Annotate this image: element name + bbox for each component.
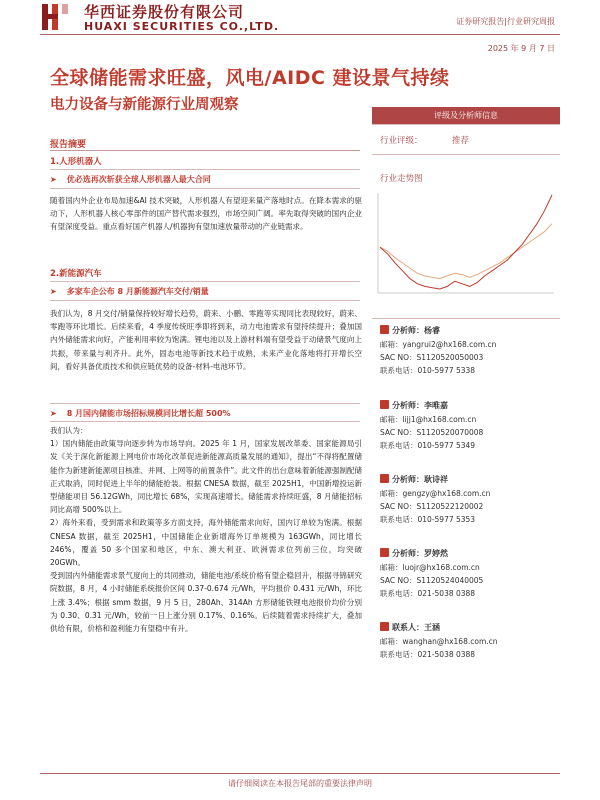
analyst-phone: 联系电话：010-5977 5338	[380, 366, 476, 375]
trend-chart-title: 行业走势图	[380, 174, 423, 184]
sub-head-divider	[50, 281, 360, 282]
analyst-email: 邮箱：gengzy@hx168.com.cn	[380, 489, 491, 498]
analyst-phone: 联系电话：010-5977 5353	[380, 515, 476, 524]
analyst-icon	[380, 622, 389, 631]
analyst-icon	[380, 474, 389, 483]
right-divider	[372, 154, 560, 155]
header-divider	[40, 34, 560, 35]
ev-paragraph: 我们认为，8 月交付/销量保持较好增长趋势，蔚来、小鹏、零跑等实现同比表现较好，蔚来、零跑等环比增长。后续来看，4 季度传统旺季即将到来，动力电池需求有望持续提升；叠加国内外储能需求向好，产能利用率较为饱满。锂电池以及上游材料端有望受益于动储景气度向上共振，带来量与利齐升。此外，固态电池等新技术趋于成熟，未来产业化落地将打开增长空间，看好具备优质技术和供应链优势的设备-材料-电池环节。	[50, 309, 362, 371]
analyst-icon	[380, 325, 389, 334]
sub-heading-text: 8 月国内储能市场招标规模同比增长超 500%	[66, 409, 231, 418]
analyst-name	[380, 474, 448, 485]
summary-divider	[50, 150, 360, 151]
arrow-icon: ➤	[50, 409, 57, 418]
storage-paragraph: 我们认为： 1）国内储能由政策导向逐步转为市场导向。2025 年 1 月，国家发展改革委、国家能源局引发《关于深化新能源上网电价市场化改革促进新能源高质量发展的通知》，提出“不得将配置储能作为新建新能源项目核准、并网、上网等的前置条件”。此文件的出台意味着新能源强制配储正式取消，同时促进上半年的储能抢装。根据 CNESA 数据，截至 2025H1，中国新增投运新型储能项目 56.12GWh，同比增长 68%，实现高速增长。储能需求持续旺盛，8 月储能招标同比高增 500%以上。 2）海外来看，受到需求和政策等多方面支持，海外储能需求向好，国内订单较为饱满。根据 CNESA 数据，截至 2025H1，中国储能企业新增海外订单规模为 163GWh，同比增长 246%，覆盖 50 多个国家和地区，中东、澳大利亚、欧洲需求位列前三位，均突破 20GWh。 受到国内外储能需求景气度向上的共同推动，储能电池/系统价格有望企稳回升，根据寻锦研究院数据，8 月，4 小时储能系统报价区间 0.37-0.674 元/Wh，平均报价 0.431 元/Wh，环比上涨 3.4%；根据 smm 数据，9 月 5 日，280Ah、314Ah 方形储能铁锂电池报价均价分别为 0.30、0.31 元/Wh，较前一日上涨分别 0.17%、0.16%。后续随着需求持续扩大，叠加供给有限，价格和盈利能力有望稳中有升。	[50, 426, 362, 634]
analyst-name	[380, 548, 448, 559]
analyst-sac: SAC NO：S1120522120002	[380, 502, 484, 511]
section-title-ev: 2.新能源汽车	[50, 269, 102, 279]
section-title-robot: 1.人形机器人	[50, 157, 102, 167]
analyst-name	[380, 325, 440, 336]
arrow-icon: ➤	[50, 287, 57, 296]
industry-trend-chart	[372, 185, 560, 305]
footer-disclaimer: 请仔细阅读在本报告尾部的重要法律声明	[228, 779, 372, 788]
sub-heading-robot	[50, 174, 211, 185]
summary-title: 报告摘要	[50, 140, 87, 150]
analyst-name-text: 分析师：罗婷然	[392, 549, 448, 558]
right-divider	[372, 318, 560, 319]
analyst-info-tab: 评级及分析师信息	[372, 107, 560, 124]
analyst-name-text: 分析师：李唯嘉	[392, 401, 448, 410]
right-divider	[372, 124, 560, 125]
sub-heading-text: 多家车企公布 8 月新能源汽车交付/销量	[66, 287, 209, 296]
analyst-name	[380, 400, 448, 411]
company-name-cn: 华西证券股份有限公司	[84, 3, 245, 21]
analyst-name-text: 分析师：耿诗祥	[392, 475, 448, 484]
sub-heading-text: 优必选再次斩获全球人形机器人最大合同	[66, 175, 211, 184]
analyst-sac: SAC NO：S1120524040005	[380, 576, 484, 585]
rating-value: 推荐	[452, 136, 470, 146]
company-name-en: HUAXI SECURITIES CO.,LTD.	[84, 20, 280, 33]
trend-series-line-1	[380, 195, 552, 289]
analyst-name-text: 分析师：杨睿	[392, 326, 440, 335]
footer-divider	[40, 773, 560, 774]
sub-head-divider	[50, 169, 360, 170]
report-type: 证券研究报告|行业研究周报	[456, 17, 555, 26]
analyst-icon	[380, 548, 389, 557]
sub-head-divider	[50, 300, 360, 301]
analyst-email: 邮箱：luojr@hx168.com.cn	[380, 563, 480, 572]
analyst-name-text: 联系人：王涵	[392, 623, 440, 632]
analyst-sac: SAC NO：S1120520050003	[380, 353, 484, 362]
trend-series-line-0	[380, 224, 552, 279]
rating-label: 行业评级：	[380, 136, 423, 146]
analyst-phone: 联系电话：010-5977 5349	[380, 441, 476, 450]
sub-head-divider	[50, 403, 360, 404]
analyst-phone: 联系电话：021-5038 0388	[380, 650, 476, 659]
report-title: 全球储能需求旺盛，风电/AIDC 建设景气持续	[50, 67, 450, 89]
analyst-phone: 联系电话：021-5038 0388	[380, 589, 476, 598]
sub-heading-storage	[50, 408, 231, 419]
robot-paragraph: 随着国内外企业布局加速&AI 技术突破，人形机器人有望迎来量产落地时点。在降本需求的驱动下，人形机器人核心零部件的国产替代需求强烈，市场空间广阔。率先取得突破的国内企业有望深度受益。重点看好国产机器人/机器狗有望加速放量带动的产业链需求。	[50, 196, 362, 232]
analyst-email: 邮箱：yangrui2@hx168.com.cn	[380, 340, 497, 349]
analyst-name	[380, 622, 440, 633]
sub-head-divider	[50, 188, 360, 189]
arrow-icon: ➤	[50, 175, 57, 184]
analyst-email: 邮箱：wanghan@hx168.com.cn	[380, 637, 498, 646]
analyst-icon	[380, 400, 389, 409]
report-date: 2025 年 9 月 7 日	[487, 44, 555, 53]
sub-head-divider	[50, 421, 360, 422]
analyst-sac: SAC NO：S1120520070008	[380, 428, 484, 437]
sub-heading-ev	[50, 286, 209, 297]
huaxi-logo-icon	[40, 2, 70, 32]
analyst-email: 邮箱：lijj1@hx168.com.cn	[380, 415, 477, 424]
report-subtitle: 电力设备与新能源行业周观察	[50, 97, 239, 113]
